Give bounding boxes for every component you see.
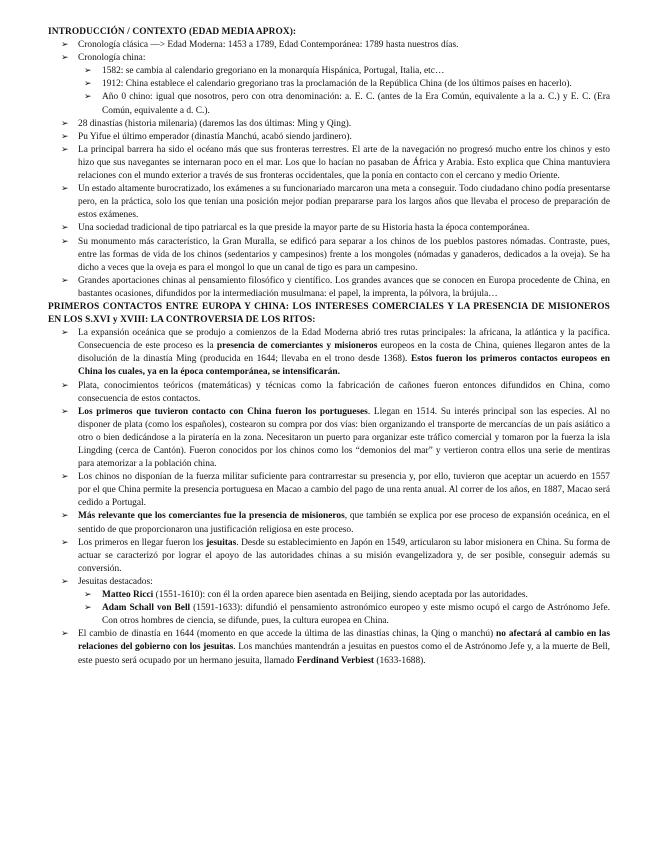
list-item: ➢ Los primeros que tuvieron contacto con China fueron los portugueses. Llegan en 1514. Su interés principal son las especies. Al no disponer de plata (como los españoles), costearon su compra por dos vías: bien organizando el transporte de mercancías de un país asiático a otro o bien dedicándose a la piratería en la zona. Necesitaron un puerto para organizar este tráfico comercial y tomaron por la fuerza la isla Lingding (cerca de Cantón). Fueron conocidos por los chinos como los “demonios del mar” y vertieron contra ellos una serie de mentiras para atemorizar a la población china. bbox=[48, 406, 610, 471]
list-item: ➢ 28 dinastías (historia milenaria) (daremos las dos últimas: Ming y Qing). bbox=[48, 118, 610, 131]
list-item: ➢ Cronología china: ➢ 1582: se cambia al calendario gregoriano en la monarquía Hispánica, Portugal, Italia, etc… ➢ 1912: China establece el calendario gregoriano tras la proclamación de la República China (de los últimos países en hacerlo). ➢ Año 0 chino: igual que nosotros, pero con otra denominación: a. E. C. (antes de la Era Común, equivalente a la a. C.) y E. C. (Era Común, equivalente a d. C.). bbox=[48, 52, 610, 117]
sub-list-item: ➢ 1582: se cambia al calendario gregoriano en la monarquía Hispánica, Portugal, Italia, etc… bbox=[78, 65, 610, 78]
list-item: ➢ La principal barrera ha sido el océano más que sus fronteras terrestres. El arte de la navegación no progresó mucho entre los chinos y esto hizo que sus navegantes se internaran poco en el mar. Los que lo hacían no pasaban de África y Arabia. Esto explica que China mantuviera relaciones con el mundo exterior a través de sus fronteras occidentales, que la ponía en contacto con el cercano y medio Oriente. bbox=[48, 144, 610, 183]
sub-list-item: ➢ Matteo Ricci (1551-1610): con él la orden aparece bien asentada en Beijing, siendo aceptada por las autoridades. bbox=[78, 589, 610, 602]
section-heading-intro: INTRODUCCIÓN / CONTEXTO (EDAD MEDIA APROX): bbox=[48, 27, 297, 37]
sub-list-item: ➢ Adam Schall von Bell (1591-1633): difundió el pensamiento astronómico europeo y este mismo ocupó el cargo de Astrónomo Jefe. Con otros hombres de ciencia, se difunde, pues, la cultura europea en China. bbox=[78, 602, 610, 628]
intro-list bbox=[48, 39, 610, 301]
list-item: ➢ Grandes aportaciones chinas al pensamiento filosófico y científico. Los grandes avances que se conocen en Europa procedente de China, en bastantes ocasiones, difundidos por la intermediación musulmana: el papel, la imprenta, la pólvora, la brújula… bbox=[48, 275, 610, 301]
list-item: ➢ Un estado altamente burocratizado, los exámenes a su funcionariado marcaron una meta a conseguir. Todo ciudadano chino podía presentarse pero, en la práctica, solo los que tenían una posición mejor podían prepararse para los largos años que llevaba el proceso de preparación de estos exámenes. bbox=[48, 183, 610, 222]
list-item: ➢ Cronología clásica —> Edad Moderna: 1453 a 1789, Edad Contemporánea: 1789 hasta nuestros días. bbox=[48, 39, 610, 52]
list-item: ➢ El cambio de dinastía en 1644 (momento en que accede la última de las dinastías chinas, la Qing o manchú) no afectará al cambio en las relaciones del gobierno con los jesuitas. Los manchúes mantendrán a jesuitas en puestos como el de Astrónomo Jefe y, a la muerte de Bell, este puesto será ocupado por un hermano jesuita, llamado Ferdinand Verbiest (1633-1688). bbox=[48, 628, 610, 667]
list-item: ➢ Una sociedad tradicional de tipo patriarcal es la que preside la mayor parte de su Historia hasta la época contemporánea. bbox=[48, 222, 610, 235]
contacts-list bbox=[48, 327, 610, 667]
list-item: ➢ Más relevante que los comerciantes fue la presencia de misioneros, que también se explica por ese proceso de expansión oceánica, en el sentido de que proporcionaron una justificación religiosa en este proceso. bbox=[48, 510, 610, 536]
list-item: ➢ Pu Yifue el último emperador (dinastía Manchú, acabó siendo jardinero). bbox=[48, 131, 610, 144]
document-page bbox=[48, 26, 610, 668]
sub-list bbox=[78, 65, 610, 117]
sub-list-item: ➢ Año 0 chino: igual que nosotros, pero con otra denominación: a. E. C. (antes de la Era Común, equivalente a la a. C.) y E. C. (Era Común, equivalente a d. C.). bbox=[78, 91, 610, 117]
list-item: ➢ Los primeros en llegar fueron los jesuitas. Desde su establecimiento en Japón en 1549, articularon su labor misionera en China. Su forma de actuar se caracterizó por lograr el apoyo de las autoridades chinas a su misión evangelizadora y, de ser posible, conseguir además su conversión. bbox=[48, 537, 610, 576]
list-item: ➢ Su monumento más característico, la Gran Muralla, se edificó para separar a los chinos de los pueblos pastores nómadas. Contraste, pues, entre las formas de vida de los chinos (sedentarios y campesinos) frente a los mongoles (nómadas y ganaderos, dedicados a la oveja). Se ha dicho a veces que la oveja es para el mongol lo que un canal de tigo es para un campesino. bbox=[48, 236, 610, 275]
sub-list-item: ➢ 1912: China establece el calendario gregoriano tras la proclamación de la República China (de los últimos países en hacerlo). bbox=[78, 78, 610, 91]
list-item: ➢ La expansión oceánica que se produjo a comienzos de la Edad Moderna abrió tres rutas principales: la africana, la atlántica y la pacífica. Consecuencia de este proceso es la presencia de comerciantes y misioneros europeos en la costa de China, quienes llegaron antes de la disolución de la dinastía Ming (producida en 1644; llevaba en el trono desde 1368). Estos fueron los primeros contactos europeos en China los cuales, ya en la época contemporánea, se intensificarán. bbox=[48, 327, 610, 379]
list-item: ➢ Los chinos no disponían de la fuerza militar suficiente para contrarrestar su presencia y, por ello, tuvieron que aceptar un acuerdo en 1557 por el que China permite la presencia portuguesa en Macao a cambio del pago de una renta anual. Al correr de los años, en 1887, Macao será cedido a Portugal. bbox=[48, 471, 610, 510]
section-heading-contacts: PRIMEROS CONTACTOS ENTRE EUROPA Y CHINA: LOS INTERESES COMERCIALES Y LA PRESENCIA DE MISIONEROS EN LOS S.XVI y XVIII: LA CONTROVERSIA DE LOS RITOS: bbox=[48, 301, 610, 326]
list-item: ➢ Plata, conocimientos teóricos (matemáticas) y técnicas como la fabricación de cañones fueron entonces difundidos en China, como consecuencia de estos contactos. bbox=[48, 380, 610, 406]
list-item: ➢ Jesuitas destacados: ➢ Matteo Ricci (1551-1610): con él la orden aparece bien asentada en Beijing, siendo aceptada por las autoridades. ➢ Adam Schall von Bell (1591-1633): difundió el pensamiento astronómico europeo y este mismo ocupó el cargo de Astrónomo Jefe. Con otros hombres de ciencia, se difunde, pues, la cultura europea en China. bbox=[48, 576, 610, 628]
sub-list bbox=[78, 589, 610, 628]
